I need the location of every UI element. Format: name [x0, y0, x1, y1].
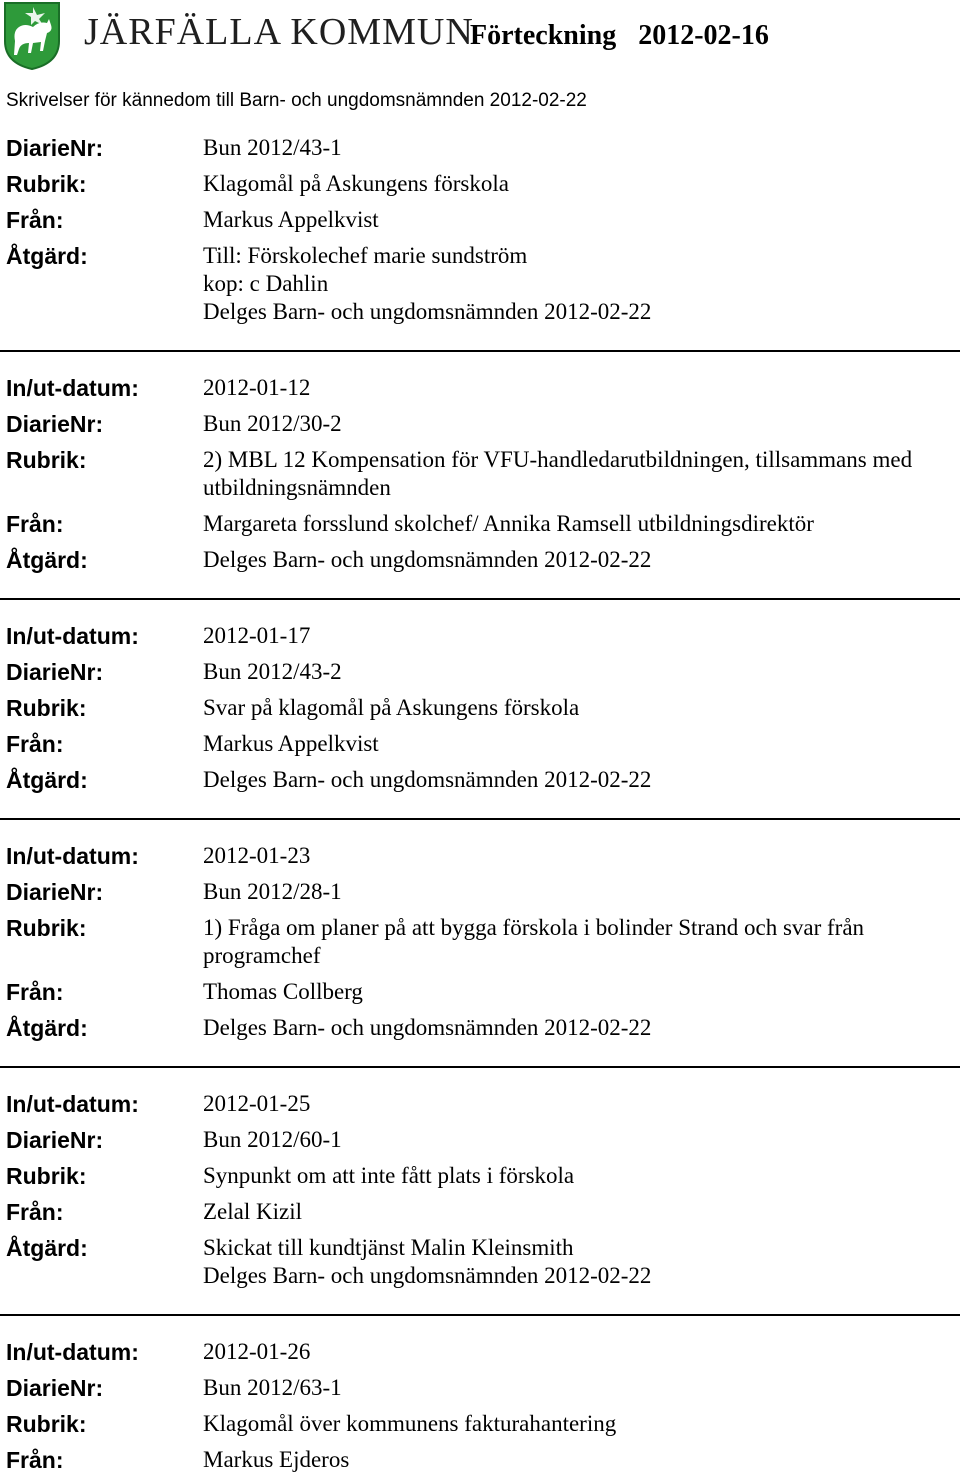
diarie-nr-value: Bun 2012/43-2 [203, 659, 342, 684]
fran-value: Markus Appelkvist [203, 207, 379, 232]
page-header [0, 0, 960, 75]
atgard-line: Till: Förskolechef marie sundström [203, 243, 528, 268]
fran-field [0, 974, 960, 1010]
atgard-field [0, 1010, 960, 1046]
rubrik-value: Synpunkt om att inte fått plats i förskola [203, 1163, 575, 1188]
rubrik-label: Rubrik: [6, 915, 87, 941]
diarie-nr-field [0, 130, 960, 166]
rubrik-value: Klagomål på Askungens förskola [203, 171, 509, 196]
atgard-line: Delges Barn- och ungdomsnämnden 2012-02-22 [203, 547, 652, 572]
date-field [0, 618, 960, 654]
fran-field [0, 726, 960, 762]
date-value: 2012-01-17 [203, 623, 311, 648]
rubrik-label: Rubrik: [6, 695, 87, 721]
fran-label: Från: [6, 207, 64, 233]
atgard-label: Åtgärd: [6, 243, 88, 269]
rubrik-value: 2) MBL 12 Kompensation för VFU-handledarutbildningen, tillsammans med utbildningsnämnden [203, 447, 913, 500]
atgard-value [203, 238, 960, 330]
fran-field [0, 506, 960, 542]
diarie-nr-value: Bun 2012/30-2 [203, 411, 342, 436]
fran-label: Från: [6, 731, 64, 757]
register-entry [0, 598, 960, 798]
atgard-label: Åtgärd: [6, 767, 88, 793]
diarie-nr-field [0, 1370, 960, 1406]
diarie-nr-field [0, 654, 960, 690]
diarie-nr-label: DiarieNr: [6, 1127, 104, 1153]
atgard-line: Delges Barn- och ungdomsnämnden 2012-02-22 [203, 767, 652, 792]
register-entry [0, 1066, 960, 1294]
register-entry [0, 1314, 960, 1478]
rubrik-label: Rubrik: [6, 1411, 87, 1437]
entry-list [0, 130, 960, 1478]
atgard-field [0, 1230, 960, 1294]
fran-field [0, 1442, 960, 1478]
atgard-line: Delges Barn- och ungdomsnämnden 2012-02-22 [203, 299, 652, 324]
date-value: 2012-01-23 [203, 843, 311, 868]
document-title [470, 20, 769, 52]
fran-label: Från: [6, 1447, 64, 1473]
diarie-nr-field [0, 406, 960, 442]
atgard-label: Åtgärd: [6, 1235, 88, 1261]
date-label: In/ut-datum: [6, 843, 139, 869]
rubrik-field [0, 910, 960, 974]
date-value: 2012-01-25 [203, 1091, 311, 1116]
rubrik-field [0, 166, 960, 202]
fran-label: Från: [6, 979, 64, 1005]
diarie-nr-label: DiarieNr: [6, 135, 104, 161]
rubrik-label: Rubrik: [6, 1163, 87, 1189]
atgard-field [0, 238, 960, 330]
diarie-nr-value: Bun 2012/60-1 [203, 1127, 342, 1152]
atgard-line: Skickat till kundtjänst Malin Kleinsmith [203, 1235, 574, 1260]
atgard-field [0, 762, 960, 798]
rubrik-field [0, 442, 960, 506]
date-label: In/ut-datum: [6, 1339, 139, 1365]
rubrik-value: 1) Fråga om planer på att bygga förskola i bolinder Strand och svar från programchef [203, 915, 865, 968]
atgard-line: Delges Barn- och ungdomsnämnden 2012-02-22 [203, 1263, 652, 1288]
diarie-nr-label: DiarieNr: [6, 879, 104, 905]
date-label: In/ut-datum: [6, 623, 139, 649]
fran-field [0, 1194, 960, 1230]
atgard-line: Delges Barn- och ungdomsnämnden 2012-02-22 [203, 1015, 652, 1040]
organization-name: JÄRFÄLLA KOMMUN [84, 11, 474, 53]
atgard-label: Åtgärd: [6, 547, 88, 573]
register-entry [0, 130, 960, 330]
date-field [0, 1086, 960, 1122]
atgard-line: kop: c Dahlin [203, 271, 329, 296]
date-field [0, 370, 960, 406]
atgard-value [203, 1230, 960, 1294]
atgard-label: Åtgärd: [6, 1015, 88, 1041]
diarie-nr-value: Bun 2012/43-1 [203, 135, 342, 160]
atgard-field [0, 542, 960, 578]
document-type: Förteckning [470, 20, 617, 51]
fran-value: Markus Appelkvist [203, 731, 379, 756]
rubrik-value: Svar på klagomål på Askungens förskola [203, 695, 580, 720]
register-entry [0, 818, 960, 1046]
diarie-nr-label: DiarieNr: [6, 659, 104, 685]
atgard-value [203, 542, 960, 578]
date-field [0, 838, 960, 874]
fran-label: Från: [6, 511, 64, 537]
fran-label: Från: [6, 1199, 64, 1225]
register-entry [0, 350, 960, 578]
rubrik-label: Rubrik: [6, 171, 87, 197]
diarie-nr-label: DiarieNr: [6, 411, 104, 437]
diarie-nr-field [0, 1122, 960, 1158]
rubrik-field [0, 690, 960, 726]
diarie-nr-label: DiarieNr: [6, 1375, 104, 1401]
rubrik-field [0, 1406, 960, 1442]
date-label: In/ut-datum: [6, 1091, 139, 1117]
jarfalla-coat-of-arms-logo [3, 1, 61, 71]
atgard-value [203, 1010, 960, 1046]
date-label: In/ut-datum: [6, 375, 139, 401]
fran-value: Zelal Kizil [203, 1199, 302, 1224]
date-value: 2012-01-26 [203, 1339, 311, 1364]
fran-value: Margareta forsslund skolchef/ Annika Ramsell utbildningsdirektör [203, 511, 814, 536]
rubrik-field [0, 1158, 960, 1194]
atgard-value [203, 762, 960, 798]
diarie-nr-value: Bun 2012/63-1 [203, 1375, 342, 1400]
rubrik-value: Klagomål över kommunens fakturahantering [203, 1411, 617, 1436]
date-value: 2012-01-12 [203, 375, 311, 400]
fran-value: Thomas Collberg [203, 979, 363, 1004]
fran-field [0, 202, 960, 238]
diarie-nr-value: Bun 2012/28-1 [203, 879, 342, 904]
document-date: 2012-02-16 [638, 20, 769, 51]
diarie-nr-field [0, 874, 960, 910]
rubrik-label: Rubrik: [6, 447, 87, 473]
document-subtitle: Skrivelser för kännedom till Barn- och ungdomsnämnden 2012-02-22 [6, 90, 587, 111]
date-field [0, 1334, 960, 1370]
fran-value: Markus Ejderos [203, 1447, 350, 1472]
